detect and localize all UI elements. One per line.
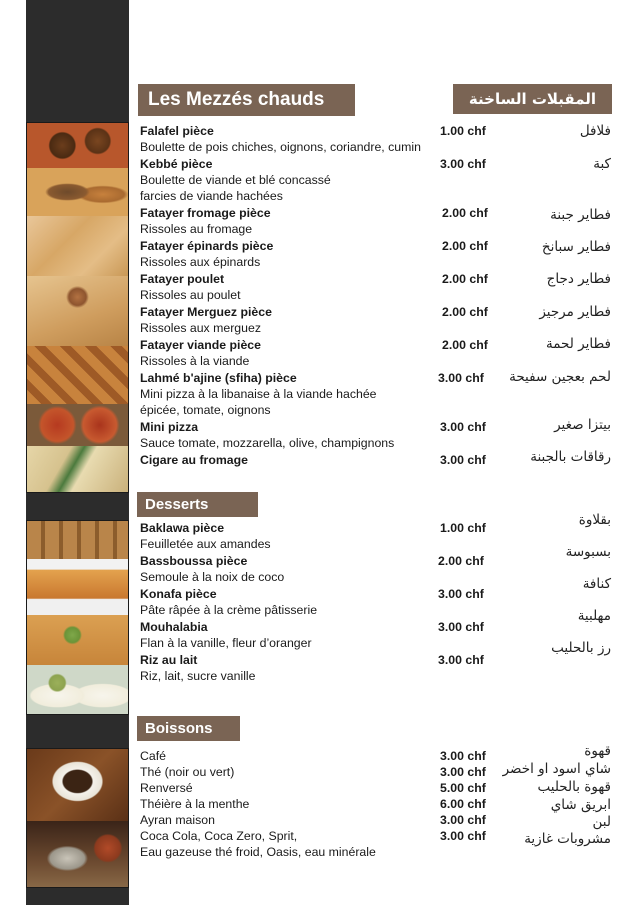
drink-name: Coca Cola, Coca Zero, Sprit, (140, 829, 298, 843)
drink-name: Renversé (140, 781, 193, 795)
item-desc: Feuilletée aux amandes (140, 537, 271, 551)
drink-name-arabic: ابريق شاي (550, 797, 611, 813)
item-name: Lahmé b'ajine (sfiha) pièce (140, 371, 297, 385)
dessert-photo (26, 520, 129, 715)
item-name-arabic: فلافل (579, 123, 611, 139)
drink-price: 3.00 chf (440, 749, 486, 763)
item-name-arabic: رقاقات بالجبنة (530, 449, 611, 465)
item-name: Fatayer épinards pièce (140, 239, 274, 253)
item-name: Fatayer poulet (140, 272, 225, 286)
item-price: 3.00 chf (440, 420, 486, 434)
item-name: Fatayer Merguez pièce (140, 305, 272, 319)
item-desc: Rissoles au fromage (140, 222, 253, 236)
item-price: 2.00 chf (442, 305, 488, 319)
item-desc: Pâte râpée à la crème pâtisserie (140, 603, 318, 617)
item-price: 1.00 chf (440, 521, 486, 535)
item-desc-2: farcies de viande hachées (140, 189, 283, 203)
item-price: 3.00 chf (440, 157, 486, 171)
item-price: 2.00 chf (442, 206, 488, 220)
item-desc: Rissoles au poulet (140, 288, 241, 302)
drink-price: 3.00 chf (440, 813, 486, 827)
item-name: Cigare au fromage (140, 453, 248, 467)
item-name-arabic: فطاير مرجيز (539, 304, 611, 320)
item-price: 2.00 chf (442, 272, 488, 286)
dessert-name-arabic: كنافة (582, 576, 611, 592)
drink-price: 6.00 chf (440, 797, 486, 811)
drink-name-arabic: قهوة (584, 743, 611, 759)
mezze-photo (26, 122, 129, 493)
drink-name: Théière à la menthe (140, 797, 250, 811)
item-desc: Boulette de viande et blé concassé (140, 173, 331, 187)
drink-name: Café (140, 749, 166, 763)
item-price: 3.00 chf (438, 620, 484, 634)
drink-name: Ayran maison (140, 813, 215, 827)
item-name-arabic: فطاير سبانخ (541, 239, 611, 255)
item-name-arabic: فطاير دجاج (546, 271, 611, 287)
item-desc: Boulette de pois chiches, oignons, coriandre, cumin (140, 140, 421, 154)
item-desc: Rissoles aux épinards (140, 255, 261, 269)
item-name: Falafel pièce (140, 124, 214, 138)
item-price: 2.00 chf (442, 338, 488, 352)
item-price: 3.00 chf (438, 653, 484, 667)
drink-price: 3.00 chf (440, 829, 486, 843)
item-desc: Semoule à la noix de coco (140, 570, 285, 584)
item-name: Riz au lait (140, 653, 198, 667)
dessert-name-arabic: مهلبية (577, 608, 611, 624)
drinks-section-title: Boissons (137, 716, 240, 741)
item-name-arabic: بيتزا صغير (554, 417, 611, 433)
item-desc: Mini pizza à la libanaise à la viande hachée (140, 387, 377, 401)
drink-name-arabic: شاي اسود او اخضر (502, 761, 611, 777)
item-name: Mini pizza (140, 420, 199, 434)
drink-price: 3.00 chf (440, 765, 486, 779)
item-name-arabic: فطاير جبنة (550, 207, 611, 223)
item-desc: Riz, lait, sucre vanille (140, 669, 256, 683)
hot-section-title: Les Mezzés chauds (138, 84, 355, 116)
desserts-section-title: Desserts (137, 492, 258, 517)
hot-section-title-arabic: المقبلات الساخنة الحبة (453, 84, 612, 114)
drink-name-arabic: لبن (592, 814, 611, 830)
item-price: 2.00 chf (438, 554, 484, 568)
drink-price: 5.00 chf (440, 781, 486, 795)
drink-name: Thé (noir ou vert) (140, 765, 235, 779)
item-name: Fatayer fromage pièce (140, 206, 271, 220)
item-desc-2: épicée, tomate, oignons (140, 403, 271, 417)
item-price: 3.00 chf (438, 371, 484, 385)
item-name: Mouhalabia (140, 620, 208, 634)
item-desc: Sauce tomate, mozzarella, olive, champignons (140, 436, 395, 450)
item-name-arabic: فطاير لحمة (545, 336, 611, 352)
item-price: 3.00 chf (438, 587, 484, 601)
item-name: Fatayer viande pièce (140, 338, 261, 352)
drinks-photo (26, 748, 129, 888)
item-name: Kebbé pièce (140, 157, 213, 171)
dessert-name-arabic: بقلاوة (578, 512, 611, 528)
item-name: Baklawa pièce (140, 521, 225, 535)
drink-name-arabic: مشروبات غازية (524, 831, 611, 847)
item-price: 2.00 chf (442, 239, 488, 253)
item-name: Bassboussa pièce (140, 554, 248, 568)
item-name: Konafa pièce (140, 587, 217, 601)
item-desc: Rissoles aux merguez (140, 321, 261, 335)
drink-extra: Eau gazeuse thé froid, Oasis, eau minérale (140, 845, 376, 859)
item-price: 1.00 chf (440, 124, 486, 138)
item-name-arabic: لحم بعجين سفيحة (509, 369, 611, 385)
dessert-name-arabic: رز بالحليب (551, 640, 611, 656)
drink-name-arabic: قهوة بالحليب (537, 779, 611, 795)
item-name-arabic: كبة (593, 156, 611, 172)
dessert-name-arabic: بسبوسة (565, 544, 611, 560)
item-desc: Flan à la vanille, fleur d’oranger (140, 636, 312, 650)
item-desc: Rissoles à la viande (140, 354, 250, 368)
item-price: 3.00 chf (440, 453, 486, 467)
